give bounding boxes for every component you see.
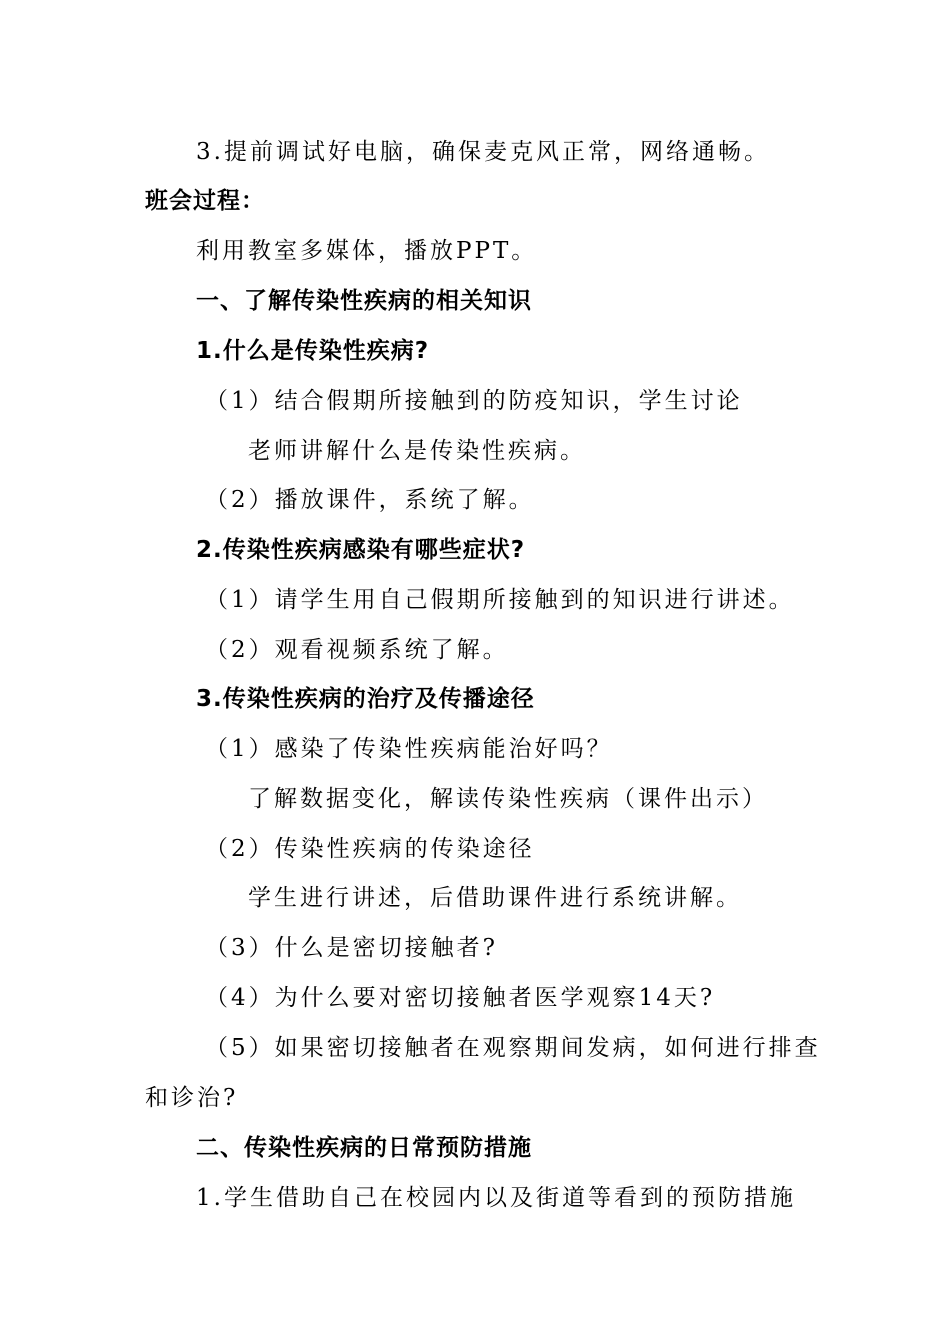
subheading-1: 1.什么是传染性疾病? [196,338,430,364]
list-item-1-2: （2）播放课件，系统了解。 [205,487,535,513]
subheading-3: 3.传染性疾病的治疗及传播途径 [196,686,535,712]
paragraph-multimedia: 利用教室多媒体，播放PPT。 [196,238,538,264]
list-item-3-5-cont: 和诊治? [145,1085,239,1111]
list-item-3-5: （5）如果密切接触者在观察期间发病，如何进行排查 [205,1035,821,1061]
list-item-3-4: （4）为什么要对密切接触者医学观察14天? [205,985,716,1011]
heading-part-2: 二、传染性疾病的日常预防措施 [196,1135,532,1161]
list-item-1-1: （1）结合假期所接触到的防疫知识，学生讨论 [205,388,743,414]
subheading-2: 2.传染性疾病感染有哪些症状? [196,537,526,563]
list-item-1-1-cont: 老师讲解什么是传染性疾病。 [248,438,586,464]
list-item-3-1-cont: 了解数据变化，解读传染性疾病（课件出示） [248,786,768,812]
paragraph-prevention-1: 1.学生借助自己在校园内以及街道等看到的预防措施 [196,1185,796,1211]
section-heading-process: 班会过程： [145,188,265,214]
list-item-3-1: （1）感染了传染性疾病能治好吗？ [205,736,613,762]
list-item-3-3: （3）什么是密切接触者? [205,935,498,961]
list-item-2-1: （1）请学生用自己假期所接触到的知识进行讲述。 [205,587,795,613]
list-item-2-2: （2）观看视频系统了解。 [205,637,509,663]
list-item-3-2: （2）传染性疾病的传染途径 [205,836,535,862]
list-item-3-2-cont: 学生进行讲述，后借助课件进行系统讲解。 [248,885,742,911]
heading-part-1: 一、了解传染性疾病的相关知识 [196,288,532,314]
prep-item-3: 3.提前调试好电脑，确保麦克风正常，网络通畅。 [196,139,770,165]
